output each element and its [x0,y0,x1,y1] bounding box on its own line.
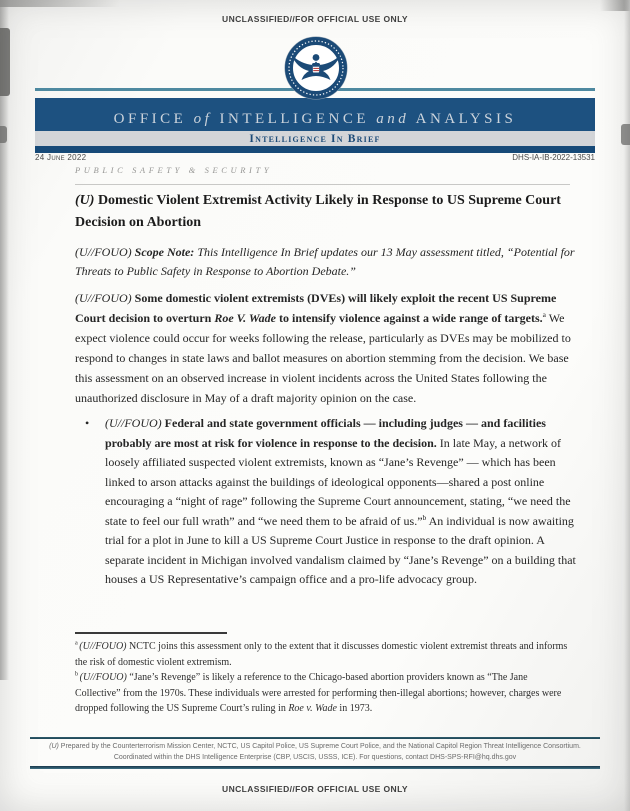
product-title-bar [35,131,595,146]
key-judgment-paragraph: (U//FOUO) Some domestic violent extremists (DVEs) will likely exploit the recent US Supreme Court decision to overturn Roe V. Wade to intensify violence against a wide range of targets.$^a$ We expect violence could occur for weeks following the release, particularly as DVEs may be mobilized to respond to changes in state laws and ballot measures on abortion stemming from the decision. We base this assessment on an observed increase in violent incidents across the United States following the unauthorized disclosure in May of a draft majority opinion on the case. [75,291,571,406]
meta-row [35,153,595,162]
photo-edge-artifact-top-right [600,0,630,11]
agency-banner [35,98,595,131]
bullet-text: (U//FOUO) Federal and state government officials — including judges — and facilities probably are most at risk for violence in response to the decision. In late May, a network of loosely affiliated suspected violent extremists, known as “Jane’s Revenge” — which has been linked to arson attacks against the buildings of ideological opponents—shared a post online encouraging a “night of rage” following the Supreme Court announcement, stating, “we need the state to feel our full wrath” and “we need them to be afraid of us.”$^b$ An individual is now awaiting trial for a plot in June to kill a US Supreme Court Justice in response to the draft opinion. A separate incident in Michigan involved vandalism claimed by “Jane’s Revenge” on a building that houses a US Representative’s campaign office and a pro-life advocacy group. [105,416,576,587]
photo-edge-artifact-left [0,0,9,680]
document-number: DHS-IA-IB-2022-13531 [512,153,595,162]
scope-note: (U//FOUO) Scope Note: This Intelligence In Brief updates our 13 May assessment titled, “Potential for Threats to Public Safety in Response to Abortion Debate.” [75,245,575,279]
photo-edge-artifact-left-dark [0,28,10,96]
section-label: PUBLIC SAFETY & SECURITY [75,165,273,175]
photo-edge-artifact-top [0,0,120,7]
bullet-item [85,414,577,590]
classification-banner-bottom: UNCLASSIFIED//FOR OFFICIAL USE ONLY [222,784,408,794]
office-title: OFFICE of INTELLIGENCE and ANALYSIS [113,111,517,127]
report-title: (U) Domestic Violent Extremist Activity Likely in Response to US Supreme Court Decision on Abortion [75,193,561,230]
footnote-b: $^b$ (U//FOUO) “Jane’s Revenge” is likely a reference to the Chicago-based abortion providers known as “The Jane Collective” from the 1970s. These individuals were arrested for performing then-illegal abortions; however, charges were dropped following the US Supreme Court’s ruling in Roe v. Wade in 1973. [75,670,562,714]
photo-edge-artifact-right-mark [621,124,630,145]
dhs-seal-icon [284,36,348,100]
photo-edge-artifact-left-mark [0,126,7,143]
footnote-a: $^a$ (U//FOUO) NCTC joins this assessment only to the extent that it discusses domestic violent extremist threats and informs the risk of domestic violent extremism. [75,639,568,668]
footer-attribution: (U) Prepared by the Counterterrorism Mission Center, NCTC, US Capitol Police, US Supreme Court Police, and the National Capitol Region Threat Intelligence Consortium. Coordinated within the DHS Intelligence Enterprise (CBP, USCIS, USSS, ICE). For questions, contact DHS-SPS-RFI@hq.dhs.gov [49,743,581,761]
classification-banner-top: UNCLASSIFIED//FOR OFFICIAL USE ONLY [222,14,408,24]
footer-bottom-rule [30,766,600,769]
footnote-separator-rule [75,632,227,634]
footer-top-rule [30,737,600,739]
bullet-marker: • [85,416,90,430]
banner-bottom-rule [35,146,595,153]
title-rule [75,184,570,185]
photo-edge-artifact-right [624,0,630,811]
footnotes [75,639,575,717]
product-title: Intelligence In Brief [249,132,381,145]
publication-date: 24 June 2022 [35,153,87,162]
